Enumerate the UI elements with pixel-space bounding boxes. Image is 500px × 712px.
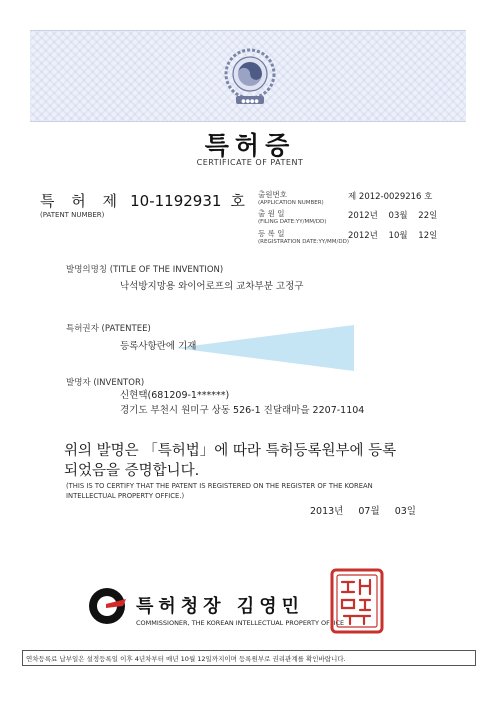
registration-day: 12일 [418,231,438,241]
application-label-ko: 출원번호 [258,190,287,199]
filing-label-en: (FILING DATE:YY/MM/DD) [258,219,327,225]
issue-month: 07월 [358,506,380,517]
registration-label-ko: 등 록 일 [258,229,285,238]
registration-month: 10월 [388,231,408,241]
page-title: 특허증 [204,131,296,160]
commissioner-name: 특허청장 김영민 [136,596,304,617]
korea-government-emblem-icon [218,44,282,110]
filing-year: 2012년 [348,211,378,221]
invention-title-label: 발명의명칭 (TITLE OF THE INVENTION) [66,265,224,275]
footer-notice: 연차등록료 납부일은 설정등록일 이후 4년차부터 매년 10월 12일까지이며 등록원부로 권리관계를 확인바랍니다. [22,650,476,666]
statement-line-1: 위의 발명은 「특허법」에 따라 특허등록원부에 등록 [64,443,397,459]
inventor-address: 경기도 부천시 원미구 상동 526-1 진달래마을 2207-1104 [120,405,365,416]
registration-label-en: (REGISTRATION DATE:YY/MM/DD) [258,239,349,245]
invention-title-value: 낙석방지망용 와이어로프의 교차부분 고정구 [120,281,304,292]
registration-date-label [258,228,349,245]
watermark-hologram [176,325,354,371]
filing-month: 03월 [388,211,408,221]
statement-line-2: 되었음을 증명합니다. [64,463,200,479]
patentee-label: 특허권자 (PATENTEE) [66,324,151,334]
official-seal-icon [330,568,384,634]
certification-statement-en [66,482,466,501]
issue-day: 03일 [394,506,416,517]
commissioner-title: COMMISSIONER, THE KOREAN INTELLECTUAL PROPERTY OFFICE [136,619,345,627]
kipo-logo-icon [82,584,132,628]
issue-year: 2013년 [310,506,344,517]
issue-date [310,503,416,517]
svg-text:●●●●: ●●●● [241,98,259,105]
patent-number-label: 특 허 제 [40,192,124,210]
statement-en-line-2: INTELLECTUAL PROPERTY OFFICE.) [66,491,185,500]
filing-date-value [348,209,437,221]
patent-number-suffix: 호 [230,192,246,210]
application-number-value: 제 2012-0029216 호 [348,192,433,202]
filing-day: 22일 [418,211,438,221]
patent-number-value: 10-1192931 [130,192,222,210]
application-label-en: (APPLICATION NUMBER) [258,200,324,206]
statement-en-line-1: (THIS IS TO CERTIFY THAT THE PATENT IS REGISTERED ON THE REGISTER OF THE KOREAN [66,482,373,490]
inventor-label: 발명자 (INVENTOR) [66,378,145,388]
patent-number-label-en: (PATENT NUMBER) [40,211,105,219]
patentee-value: 등록사항란에 기재 [120,341,197,352]
filing-label-ko: 출 원 일 [258,209,285,218]
page-subtitle: CERTIFICATE OF PATENT [196,158,304,167]
application-number-label [258,189,324,206]
registration-date-value [348,229,437,241]
registration-year: 2012년 [348,231,378,241]
patent-number-row [40,190,245,211]
inventor-name: 신현택(681209-1******) [120,390,230,401]
filing-date-label [258,208,326,225]
certification-statement [64,441,396,481]
